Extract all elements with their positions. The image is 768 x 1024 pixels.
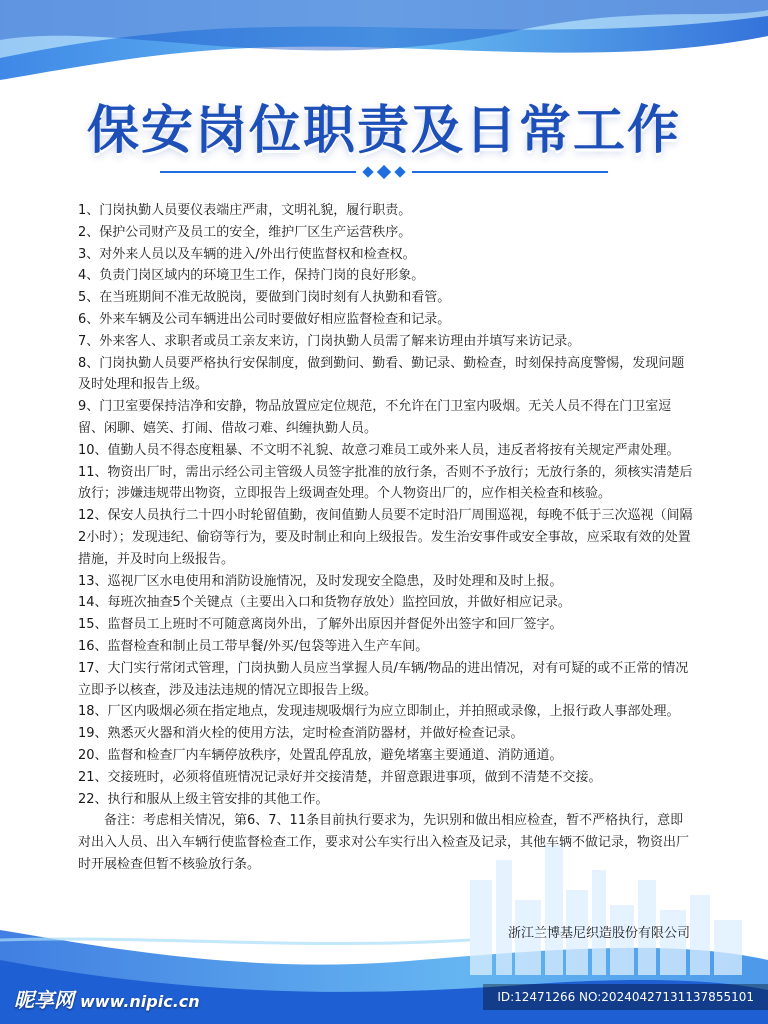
list-item: 21、交接班时，必须将值班情况记录好并交接清楚，并留意跟进事项，做到不清楚不交接。: [78, 769, 602, 785]
list-item: 22、执行和服从上级主管安排的其他工作。: [78, 791, 329, 807]
duty-list: [78, 200, 696, 876]
page-title: 保安岗位职责及日常工作: [86, 101, 681, 161]
list-item: 12、保安人员执行二十四小时轮留值勤，夜间值勤人员要不定时沿厂周围巡视，每晚不低于三次巡视（间隔2小时）；发现违纪、偷窃等行为，要及时制止和向上级报告。发生治安事件或安全事故，应采取有效的处置措施，并及时向上级报告。: [78, 508, 693, 567]
list-item: 3、对外来人员以及车辆的进入/外出行使监督权和检查权。: [78, 246, 416, 262]
list-item: 5、在当班期间不准无故脱岗，要做到门岗时刻有人执勤和看管。: [78, 290, 451, 306]
watermark-logo: [14, 984, 200, 1013]
remark-note: 备注：考虑相关情况，第6、7、11条目前执行要求为，先识别和做出相应检查，暂不严格执行，意即对出入人员、出入车辆行使监督检查工作，要求对公车实行出入检查及记录，其他车辆不做记录，物资出厂时开展检查但暂不核验放行条。: [78, 813, 690, 872]
list-item: 8、门岗执勤人员要严格执行安保制度，做到勤问、勤看、勤记录、勤检查，时刻保持高度警惕，发现问题及时处理和报告上级。: [78, 355, 685, 393]
list-item: 1、门岗执勤人员要仪表端庄严肃，文明礼貌，履行职责。: [78, 203, 412, 218]
watermark-url: www.nipic.cn: [80, 992, 200, 1011]
list-item: 9、门卫室要保持洁净和安静，物品放置应定位规范，不允许在门卫室内吸烟。无关人员不得在门卫室逗留、闲聊、嬉笑、打闹、借故刁难、纠缠执勤人员。: [78, 399, 672, 436]
list-item: 10、值勤人员不得态度粗暴、不文明不礼貌、故意刁难员工或外来人员，违反者将按有关规定严肃处理。: [78, 442, 680, 458]
list-item: 15、监督员工上班时不可随意离岗外出，了解外出原因并督促外出签字和回厂签字。: [78, 617, 563, 633]
watermark-logo-text: 昵享网: [14, 988, 74, 1012]
list-item: 7、外来客人、求职者或员工亲友来访，门岗执勤人员需了解来访理由并填写来访记录。: [78, 333, 581, 349]
list-item: 2、保护公司财产及员工的安全，维护厂区生产运营秩序。: [78, 224, 412, 240]
watermark-image-id: ID:12471266 NO:20240427131137855101: [483, 984, 768, 1010]
list-item: 13、巡视厂区水电使用和消防设施情况，及时发现安全隐患，及时处理和及时上报。: [78, 573, 563, 589]
list-item: 19、熟悉灭火器和消火栓的使用方法，定时检查消防器材，并做好检查记录。: [78, 726, 524, 742]
list-item: 4、负责门岗区域内的环境卫生工作，保持门岗的良好形象。: [78, 268, 425, 284]
list-item: 18、厂区内吸烟必须在指定地点，发现违规吸烟行为应立即制止，并拍照或录像，上报行政人事部处理。: [78, 704, 680, 720]
list-item: 20、监督和检查厂内车辆停放秩序，处置乱停乱放，避免堵塞主要通道、消防通道。: [78, 747, 563, 763]
list-item: 17、大门实行常闭式管理，门岗执勤人员应当掌握人员/车辆/物品的进出情况，对有可疑的或不正常的情况立即予以核查，涉及违法违规的情况立即报告上级。: [78, 660, 689, 698]
list-item: 16、监督检查和制止员工带早餐/外买/包袋等进入生产车间。: [78, 638, 429, 654]
list-item: 14、每班次抽查5个关键点（主要出入口和货物存放处）监控回放，并做好相应记录。: [78, 595, 571, 611]
company-signature: 浙江兰博基尼织造股份有限公司: [507, 926, 690, 941]
list-item: 11、物资出厂时，需出示经公司主管级人员签字批准的放行条，否则不予放行；无放行条的，须核实清楚后放行；涉嫌违规带出物资，立即报告上级调查处理。个人物资出厂的，应作相关检查和核验。: [78, 464, 693, 502]
title-divider: [160, 160, 608, 184]
list-item: 6、外来车辆及公司车辆进出公司时要做好相应监督检查和记录。: [78, 311, 451, 327]
